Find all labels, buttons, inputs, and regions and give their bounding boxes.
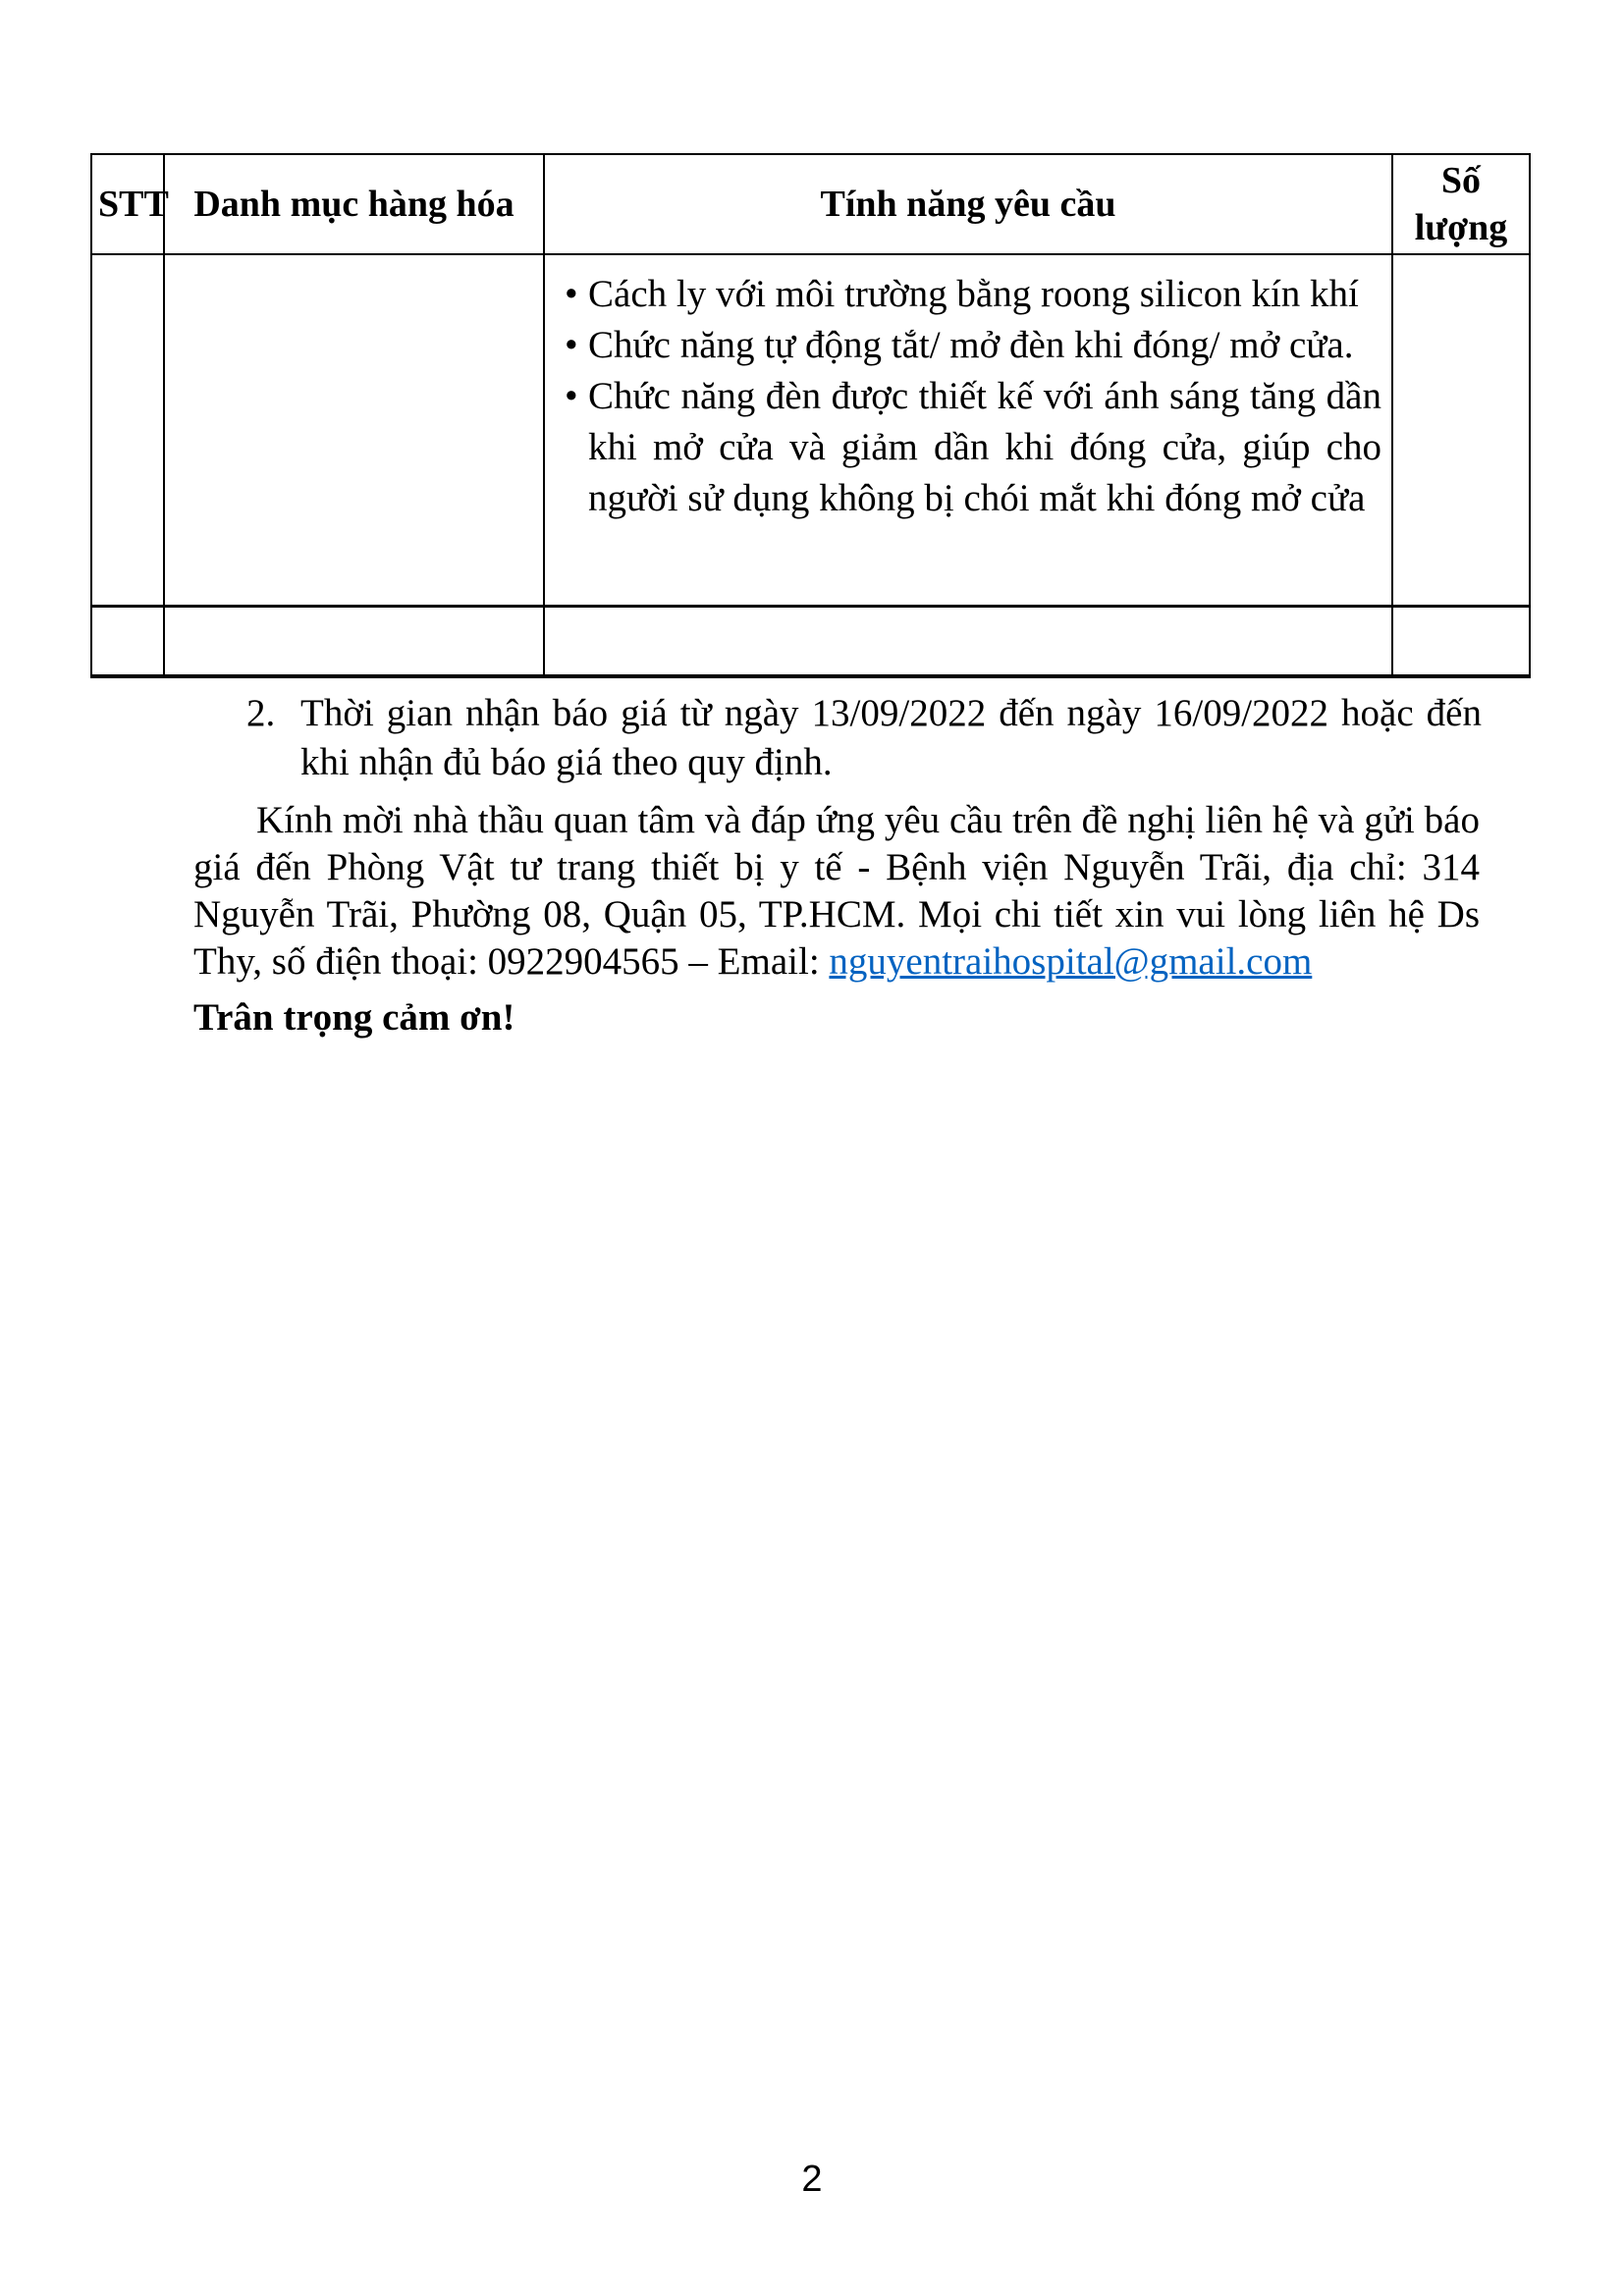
list-item-number: 2. [246, 692, 276, 734]
table-cell-stt [91, 254, 164, 606]
table-cell-quantity [1392, 606, 1530, 676]
table-cell-category [164, 254, 544, 606]
page-number: 2 [801, 2159, 823, 2200]
contact-paragraph [193, 797, 1480, 986]
table-row-empty [91, 606, 1530, 676]
requirements-table [90, 153, 1531, 678]
table-cell-features [544, 606, 1392, 676]
table-header-category: Danh mục hàng hóa [164, 154, 544, 254]
list-item-text: Thời gian nhận báo giá từ ngày 13/09/2022 đến ngày 16/09/2022 hoặc đến khi nhận đủ báo giá theo quy định. [300, 692, 1482, 783]
contact-paragraph-text: Kính mời nhà thầu quan tâm và đáp ứng yêu cầu trên đề nghị liên hệ và gửi báo giá đến Phòng Vật tư trang thiết bị y tế - Bệnh viện Nguyễn Trãi, địa chỉ: 314 Nguyễn Trãi, Phường 08, Quận 05, TP.HCM. Mọi chi tiết xin vui lòng liên hệ Ds Thy, số điện thoại: 0922904565 – Email: [193, 799, 1480, 983]
feature-item: • Chức năng đèn được thiết kế với ánh sáng tăng dần khi mở cửa và giảm dần khi đóng cửa, giúp cho người sử dụng không bị chói mắt khi đóng mở cửa [565, 371, 1381, 524]
table-header-row [91, 154, 1530, 254]
closing-line: Trân trọng cảm ơn! [193, 996, 515, 1039]
feature-item: • Chức năng tự động tắt/ mở đèn khi đóng/ mở cửa. [565, 320, 1381, 371]
table-cell-stt [91, 606, 164, 676]
feature-list [565, 269, 1381, 524]
table-cell-features [544, 254, 1392, 606]
table-header-quantity: Số lượng [1392, 154, 1530, 254]
numbered-list-item-2 [246, 689, 1482, 787]
table-cell-quantity [1392, 254, 1530, 606]
feature-item: • Cách ly với môi trường bằng roong silicon kín khí [565, 269, 1381, 320]
table-header-features: Tính năng yêu cầu [544, 154, 1392, 254]
table-row [91, 254, 1530, 606]
table-header-stt: STT [91, 154, 164, 254]
email-link[interactable]: nguyentraihospital@gmail.com [829, 940, 1313, 983]
table-cell-category [164, 606, 544, 676]
